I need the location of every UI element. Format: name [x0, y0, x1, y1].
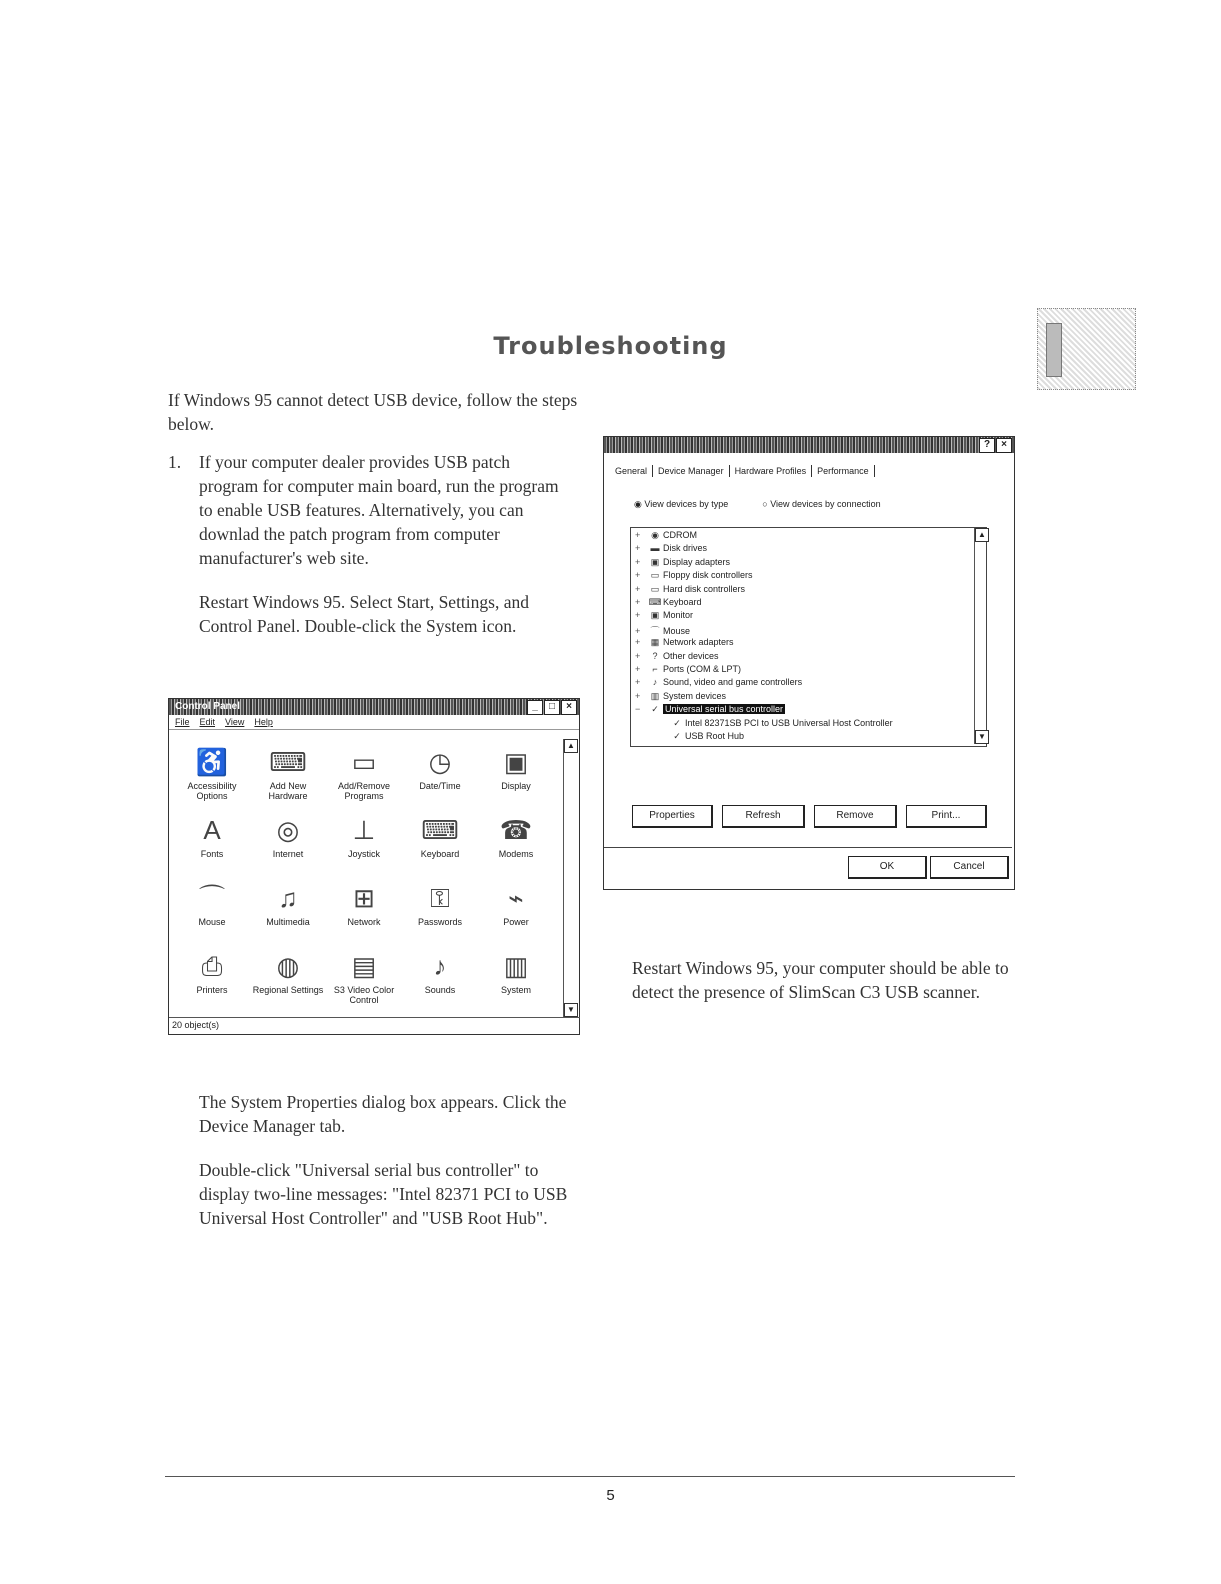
device-tree-item[interactable]	[635, 557, 730, 568]
expand-toggle[interactable]: +	[635, 543, 641, 554]
control-panel-item[interactable]	[403, 815, 477, 859]
control-panel-item-label: Fonts	[200, 849, 224, 859]
control-panel-item-label: Display	[501, 781, 531, 791]
control-panel-item[interactable]	[327, 815, 401, 859]
device-tree-item[interactable]	[635, 651, 719, 661]
scroll-down-arrow[interactable]: ▼	[564, 1003, 578, 1017]
control-panel-item[interactable]	[251, 815, 325, 859]
device-tree-item[interactable]	[635, 704, 785, 715]
globe-icon: ◍	[276, 951, 300, 981]
close-button[interactable]: ×	[561, 700, 577, 715]
device-tree-item[interactable]	[657, 731, 744, 742]
step5-text: Restart Windows 95, your computer should be able to detect the presence of SlimScan C3 USB scanner.	[632, 958, 1009, 1002]
control-panel-item[interactable]	[251, 951, 325, 995]
control-panel-item[interactable]	[479, 815, 553, 859]
multimedia-icon: ♫	[278, 883, 298, 913]
control-panel-item-label: Network	[347, 917, 381, 927]
print-button[interactable]: Print...	[906, 805, 987, 828]
cancel-button[interactable]: Cancel	[930, 856, 1009, 879]
usb-icon: ✓	[651, 704, 659, 715]
device-tree-item[interactable]	[635, 637, 734, 648]
menu-edit[interactable]: Edit	[199, 717, 216, 727]
properties-button[interactable]: Properties	[632, 805, 713, 828]
control-panel-item[interactable]	[327, 747, 401, 801]
minimize-button[interactable]: _	[527, 700, 543, 715]
tab-hardware-profiles[interactable]: Hardware Profiles	[730, 465, 813, 477]
device-tree-item[interactable]	[635, 570, 753, 581]
cdrom-icon: ◉	[651, 530, 659, 540]
control-panel-item[interactable]	[175, 747, 249, 801]
control-panel-item[interactable]	[327, 883, 401, 927]
expand-toggle[interactable]: +	[635, 570, 641, 581]
radio-by-connection[interactable]: ○ View devices by connection	[762, 499, 881, 509]
control-panel-item-label: Sounds	[424, 985, 456, 995]
device-label: CDROM	[663, 530, 697, 540]
device-label: Mouse	[663, 625, 691, 636]
control-panel-item-label: Regional Settings	[252, 985, 324, 995]
chapter-thumb-tab	[1037, 308, 1136, 390]
control-panel-item-label: Multimedia	[266, 917, 310, 927]
tab-device-manager[interactable]: Device Manager	[653, 465, 730, 477]
printer-icon: ⎙	[201, 951, 223, 981]
expand-toggle[interactable]: +	[635, 690, 641, 701]
harddisk-icon: ▭	[650, 583, 660, 594]
computer-icon: ▥	[503, 951, 529, 981]
tab-performance[interactable]: Performance	[812, 465, 875, 477]
control-panel-item-label: Add New Hardware	[268, 781, 308, 801]
step1-text: If your computer dealer provides USB patch program for computer main board, run the program to enable USB features. Alternatively, you can downlad the patch program from computer manufacturer's web site.	[199, 452, 559, 568]
footer-rule	[165, 1476, 1015, 1477]
control-panel-item[interactable]	[403, 747, 477, 791]
device-label: System devices	[663, 690, 727, 701]
device-tree[interactable]	[630, 527, 987, 747]
control-panel-item[interactable]	[175, 883, 249, 927]
keyboard-icon: ⌨	[421, 815, 459, 845]
step2-text: Restart Windows 95. Select Start, Settings, and Control Panel. Double-click the System icon.	[199, 592, 529, 636]
device-label: Ports (COM & LPT)	[663, 664, 742, 674]
control-panel-item[interactable]	[251, 747, 325, 801]
control-panel-item-label: Accessibility Options	[187, 781, 237, 801]
accessibility-icon: ♿	[195, 747, 229, 777]
tab-general[interactable]: General	[610, 465, 653, 477]
tree-scroll-up[interactable]: ▲	[975, 528, 989, 542]
device-tree-item[interactable]	[635, 677, 802, 687]
maximize-button[interactable]: □	[544, 700, 560, 715]
radio-by-type[interactable]: ◉ View devices by type	[634, 499, 729, 509]
device-label: Keyboard	[663, 597, 702, 607]
control-panel-icons	[169, 745, 559, 1015]
control-panel-item-label: Joystick	[347, 849, 380, 859]
tree-scroll-down[interactable]: ▼	[975, 730, 989, 744]
control-panel-item[interactable]	[479, 883, 553, 927]
mouse-icon: ⌒	[198, 883, 225, 913]
device-tree-item[interactable]	[635, 584, 745, 595]
page-number: 5	[606, 1487, 615, 1504]
device-tree-item[interactable]	[635, 530, 697, 541]
network-icon: ▦	[650, 637, 660, 648]
menu-help[interactable]: Help	[254, 717, 273, 727]
device-label: Other devices	[663, 650, 719, 661]
refresh-button[interactable]: Refresh	[722, 805, 805, 828]
intro-text: If Windows 95 cannot detect USB device, follow the steps below.	[168, 390, 578, 434]
control-panel-titlebar[interactable]	[169, 699, 579, 715]
monitor-icon: ▣	[650, 610, 660, 621]
control-panel-item-label: Date/Time	[419, 781, 461, 791]
control-panel-item-label: Modems	[498, 849, 534, 859]
device-tree-item[interactable]	[657, 718, 893, 729]
page-title: Troubleshooting	[493, 332, 728, 360]
control-panel-item-label: Passwords	[417, 917, 462, 927]
view-options	[634, 499, 881, 510]
device-tree-item[interactable]	[635, 610, 693, 621]
expand-toggle[interactable]: +	[635, 677, 641, 688]
usb-icon: ✓	[673, 731, 681, 741]
control-panel-item-label: S3 Video Color Control	[333, 985, 395, 1005]
control-panel-item-label: Internet	[272, 849, 304, 859]
expand-toggle[interactable]: −	[635, 704, 641, 715]
display-adapter-icon: ▣	[650, 556, 660, 567]
device-tree-item[interactable]	[635, 664, 741, 674]
tab-strip	[610, 465, 875, 477]
expand-toggle[interactable]: +	[635, 650, 641, 661]
network-icon: ⊞	[353, 883, 375, 913]
usb-icon: ✓	[673, 717, 681, 728]
control-panel-item-label: Power	[503, 917, 529, 927]
floppy-icon: ▭	[650, 570, 660, 581]
step1-number: 1.	[168, 452, 182, 472]
menu-file[interactable]: File	[175, 717, 190, 727]
step3-text: The System Properties dialog box appears. Click the Device Manager tab.	[199, 1092, 567, 1136]
monitor-icon: ▤	[351, 951, 377, 981]
device-tree-item[interactable]	[635, 624, 690, 637]
expand-toggle[interactable]: +	[635, 530, 641, 540]
scroll-up-arrow[interactable]: ▲	[564, 739, 578, 753]
step4-text: Double-click "Universal serial bus controller" to display two-line messages: "Intel 82371 PCI to USB Universal Host Controller" and "USB Root Hub".	[199, 1160, 568, 1228]
clock-icon: ◷	[428, 747, 452, 777]
device-label: Intel 82371SB PCI to USB Universal Host Controller	[685, 717, 893, 728]
control-panel-item[interactable]	[175, 951, 249, 995]
disk-icon: ▬	[650, 543, 660, 554]
tree-scrollbar[interactable]	[974, 528, 987, 744]
sound-icon: ♪	[652, 677, 658, 688]
status-text: 20 object(s)	[172, 1020, 220, 1030]
vertical-scrollbar[interactable]	[563, 739, 576, 1017]
window-title: Control Panel	[175, 701, 241, 712]
control-panel-item[interactable]	[251, 883, 325, 927]
key-icon: ⚿	[430, 883, 450, 913]
close-button[interactable]: ×	[996, 438, 1012, 453]
expand-toggle[interactable]: +	[635, 637, 641, 648]
expand-toggle[interactable]: +	[635, 556, 641, 567]
display-icon: ▣	[503, 747, 529, 777]
programs-icon: ▭	[351, 747, 377, 777]
device-label: Monitor	[663, 610, 694, 621]
expand-toggle[interactable]: +	[635, 625, 641, 636]
device-label: Universal serial bus controller	[665, 704, 784, 715]
device-label: USB Root Hub	[685, 731, 745, 741]
control-panel-item-label: Keyboard	[420, 849, 460, 859]
mouse-icon: ⌒	[650, 625, 660, 636]
system-properties-titlebar[interactable]	[604, 437, 1014, 453]
control-panel-item-label: Printers	[196, 985, 228, 995]
hardware-icon: ⌨	[269, 747, 307, 777]
control-panel-item[interactable]	[175, 815, 249, 859]
system-icon: ▥	[650, 690, 660, 701]
modem-icon: ☎	[499, 815, 533, 845]
device-label: Hard disk controllers	[663, 583, 746, 594]
expand-toggle[interactable]: +	[635, 610, 641, 621]
control-panel-item[interactable]	[403, 951, 477, 995]
internet-icon: ◎	[276, 815, 300, 845]
sound-icon: ♪	[433, 951, 447, 981]
device-label: Floppy disk controllers	[663, 570, 753, 581]
control-panel-item[interactable]	[403, 883, 477, 927]
port-icon: ⌐	[652, 664, 658, 674]
control-panel-item-label: Add/Remove Programs	[337, 781, 391, 801]
remove-button[interactable]: Remove	[814, 805, 897, 828]
device-label: Disk drives	[663, 543, 708, 554]
other-devices-icon: ?	[652, 650, 658, 661]
ok-button[interactable]: OK	[848, 856, 927, 879]
joystick-icon: ⊥	[352, 815, 376, 845]
expand-toggle[interactable]: +	[635, 597, 641, 607]
control-panel-item[interactable]	[479, 951, 553, 995]
device-label: Display adapters	[663, 556, 731, 567]
control-panel-item[interactable]	[479, 747, 553, 791]
help-button[interactable]: ?	[979, 438, 995, 453]
device-tree-item[interactable]	[635, 597, 702, 608]
system-properties-dialog	[603, 436, 1015, 890]
power-icon: ⌁	[508, 883, 524, 913]
device-tree-item[interactable]	[635, 691, 726, 702]
fonts-icon: A	[203, 815, 221, 845]
control-panel-item-label: Mouse	[198, 917, 226, 927]
device-tree-item[interactable]	[635, 543, 707, 553]
menu-bar	[169, 715, 579, 730]
keyboard-icon: ⌨	[648, 597, 662, 607]
expand-toggle[interactable]: +	[635, 583, 641, 594]
expand-toggle[interactable]: +	[635, 664, 641, 674]
status-bar	[169, 1017, 580, 1033]
device-label: Sound, video and game controllers	[663, 677, 803, 688]
control-panel-item[interactable]	[327, 951, 401, 1005]
control-panel-window	[168, 698, 580, 1035]
control-panel-item-label: System	[500, 985, 531, 995]
device-label: Network adapters	[663, 637, 734, 648]
menu-view[interactable]: View	[225, 717, 245, 727]
